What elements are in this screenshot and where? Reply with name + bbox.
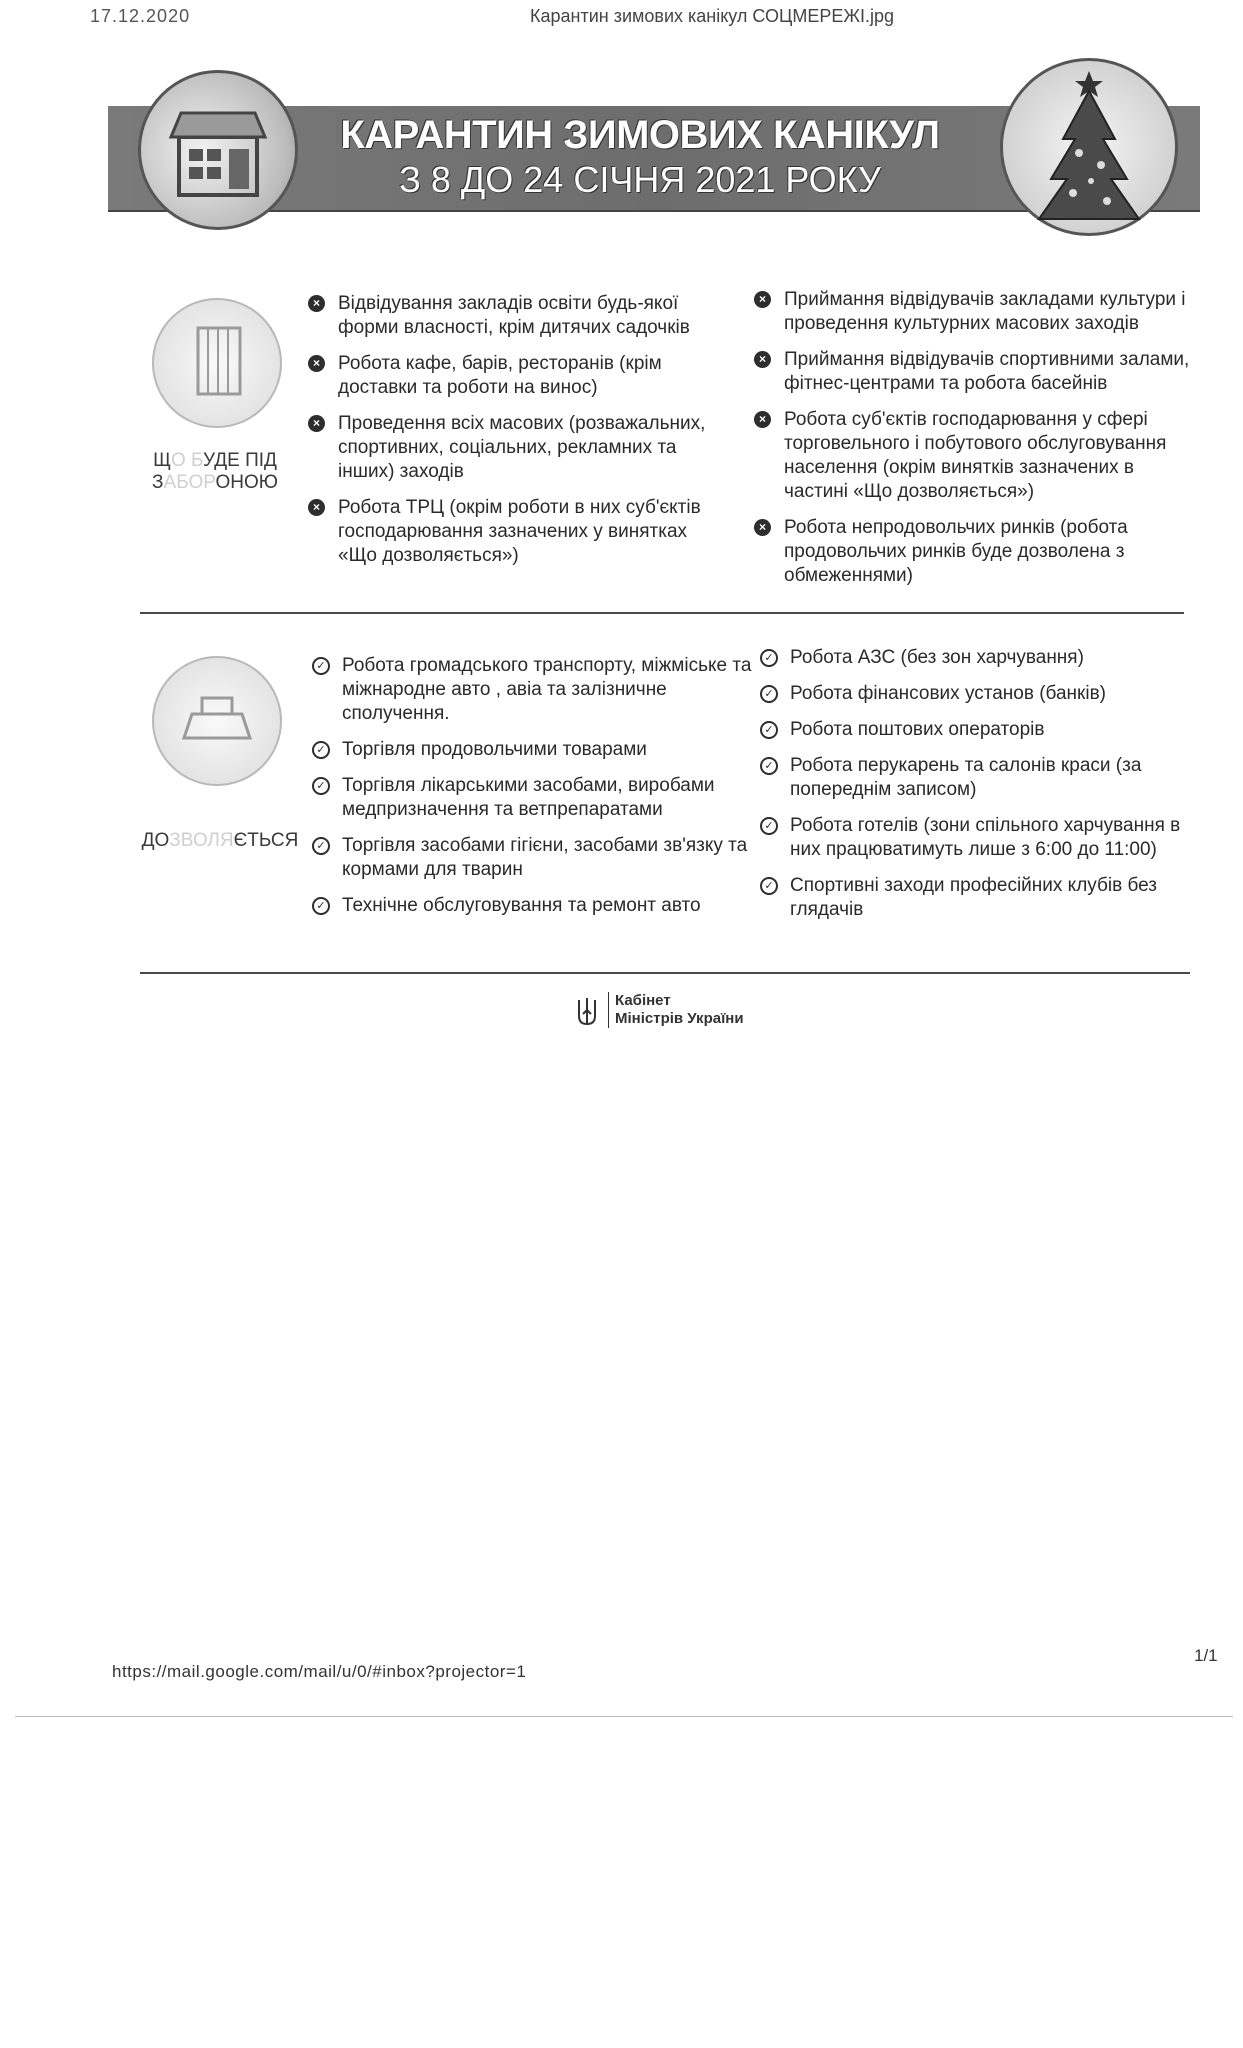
prohibited-icon: × xyxy=(754,291,771,308)
list-item: ✓ Робота громадського транспорту, міжміське та міжнародне авто , авіа та залізничне сполучення. xyxy=(312,654,752,726)
check-icon: ✓ xyxy=(312,837,330,855)
list-item: × Робота непродовольчих ринків (робота продовольчих ринків буде дозволена з обмеженнями) xyxy=(754,516,1194,588)
prohibited-icon: × xyxy=(308,295,325,312)
restricted-list-left xyxy=(308,292,728,580)
banner-subtitle: З 8 ДО 24 СІЧНЯ 2021 РОКУ xyxy=(399,159,881,200)
prohibited-icon: × xyxy=(308,499,325,516)
prohibited-icon: × xyxy=(754,519,771,536)
restricted-label-line2: ЗАБОРОНОЮ xyxy=(152,472,278,493)
list-item: × Приймання відвідувачів спортивними залами, фітнес-центрами та робота басейнів xyxy=(754,348,1194,396)
list-item: ✓ Торгівля продовольчими товарами xyxy=(312,738,752,762)
check-icon: ✓ xyxy=(312,741,330,759)
check-icon: ✓ xyxy=(312,657,330,675)
allowed-section-label: ДОЗВОЛЯЄТЬСЯ xyxy=(141,830,299,851)
print-url: https://mail.google.com/mail/u/0/#inbox?projector=1 xyxy=(112,1662,527,1681)
restricted-label-line1: ЩО БУДЕ ПІД xyxy=(153,450,277,471)
list-item: × Проведення всіх масових (розважальних, спортивних, соціальних, рекламних та інших) заходів xyxy=(308,412,728,484)
list-item: × Приймання відвідувачів закладами культури і проведення культурних масових заходів xyxy=(754,288,1194,336)
christmas-tree-icon xyxy=(1000,58,1178,236)
list-item: ✓ Торгівля засобами гігієни, засобами зв'язку та кормами для тварин xyxy=(312,834,752,882)
prohibited-icon: × xyxy=(754,411,771,428)
list-item: ✓ Робота АЗС (без зон харчування) xyxy=(760,646,1200,670)
banner-text xyxy=(300,112,980,202)
list-item: × Робота ТРЦ (окрім роботи в них суб'єктів господарювання зазначених у винятках «Що дозволяється») xyxy=(308,496,728,568)
prohibited-icon: × xyxy=(308,355,325,372)
check-icon: ✓ xyxy=(312,897,330,915)
prohibited-icon: × xyxy=(754,351,771,368)
page-number: 1/1 xyxy=(1194,1646,1218,1665)
cabinet-logo-text: Кабінет Міністрів України xyxy=(608,992,744,1028)
print-file-title: Карантин зимових канікул СОЦМЕРЕЖІ.jpg xyxy=(530,6,894,26)
check-icon: ✓ xyxy=(760,757,778,775)
section-divider xyxy=(140,972,1190,974)
list-item: ✓ Робота перукарень та салонів краси (за попереднім записом) xyxy=(760,754,1200,802)
allowed-list-right xyxy=(760,646,1200,934)
allowed-section-icon xyxy=(152,656,282,786)
allowed-list-left xyxy=(312,654,752,930)
check-icon: ✓ xyxy=(760,817,778,835)
restricted-section-icon xyxy=(152,298,282,428)
list-item: ✓ Спортивні заходи професійних клубів без глядачів xyxy=(760,874,1200,922)
check-icon: ✓ xyxy=(760,685,778,703)
print-date: 17.12.2020 xyxy=(90,6,191,26)
list-item: ✓ Робота фінансових установ (банків) xyxy=(760,682,1200,706)
page-bottom-rule xyxy=(15,1716,1233,1717)
list-item: × Відвідування закладів освіти будь-якої форми власності, крім дитячих садочків xyxy=(308,292,728,340)
restricted-list-right xyxy=(754,288,1194,600)
check-icon: ✓ xyxy=(760,877,778,895)
restricted-section-label xyxy=(140,450,290,494)
section-divider xyxy=(140,612,1184,614)
list-item: ✓ Робота поштових операторів xyxy=(760,718,1200,742)
check-icon: ✓ xyxy=(760,649,778,667)
list-item: ✓ Робота готелів (зони спільного харчування в них працюватимуть лише з 6:00 до 11:00) xyxy=(760,814,1200,862)
list-item: ✓ Технічне обслуговування та ремонт авто xyxy=(312,894,752,918)
prohibited-icon: × xyxy=(308,415,325,432)
banner-title: КАРАНТИН ЗИМОВИХ КАНІКУЛ xyxy=(340,113,940,157)
list-item: × Робота кафе, барів, ресторанів (крім доставки та роботи на винос) xyxy=(308,352,728,400)
trident-icon xyxy=(576,996,598,1028)
check-icon: ✓ xyxy=(312,777,330,795)
list-item: ✓ Торгівля лікарськими засобами, виробами медпризначення та ветпрепаратами xyxy=(312,774,752,822)
shop-icon xyxy=(138,70,298,230)
check-icon: ✓ xyxy=(760,721,778,739)
list-item: × Робота суб'єктів господарювання у сфері торговельного і побутового обслуговування населення (окрім винятків зазначених в частині «Що дозволяється») xyxy=(754,408,1194,504)
